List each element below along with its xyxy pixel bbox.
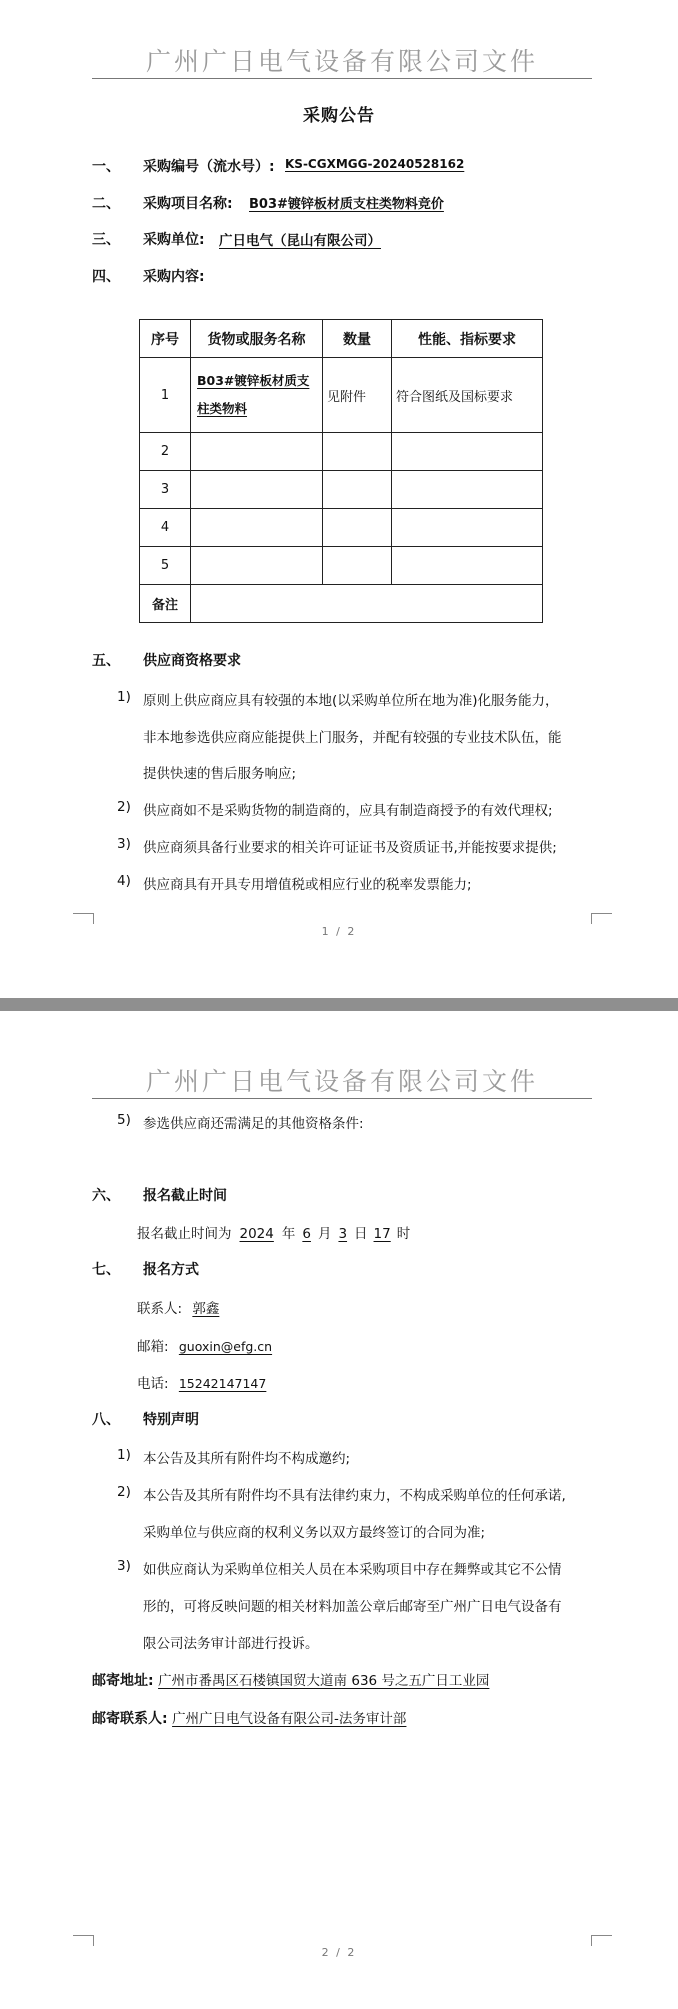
phone-line xyxy=(137,1372,274,1392)
mail-contact-value: 广州广日电气设备有限公司-法务审计部 xyxy=(172,1711,407,1727)
list-item-text: 供应商如不是采购货物的制造商的，应具有制造商授予的有效代理权; xyxy=(143,803,553,819)
email-value: guoxin@efg.cn xyxy=(178,1339,273,1354)
table-row xyxy=(140,547,543,585)
section-5-label: 供应商资格要求 xyxy=(143,653,241,669)
section-6-label: 报名截止时间 xyxy=(143,1188,227,1204)
item-name-cell xyxy=(191,433,323,471)
table-row xyxy=(140,509,543,547)
deadline-hour: 17 xyxy=(373,1226,391,1242)
list-item-text: 形的，可将反映问题的相关材料加盖公章后邮寄至广州广日电气设备有 xyxy=(143,1599,562,1615)
email-label: 邮箱: xyxy=(137,1339,169,1355)
table-header-cell: 序号 xyxy=(140,320,191,358)
section-2-number: 二、 xyxy=(92,196,120,212)
row-number-cell: 5 xyxy=(140,547,191,585)
item-name-cell xyxy=(191,471,323,509)
procurement-number-value: KS-CGXMGG-20240528162 xyxy=(285,157,465,171)
table-row xyxy=(140,433,543,471)
list-item-text: 非本地参选供应商应能提供上门服务，并配有较强的专业技术队伍，能 xyxy=(143,730,562,746)
list-item-text: 采购单位与供应商的权利义务以双方最终签订的合同为准; xyxy=(143,1525,486,1541)
page-gap xyxy=(0,998,678,1011)
deadline-line xyxy=(137,1222,410,1242)
quantity-cell xyxy=(323,509,392,547)
list-item-number: 2) xyxy=(117,1484,131,1500)
table-remark-row xyxy=(140,585,543,623)
section-1-number: 一、 xyxy=(92,159,120,175)
deadline-year-unit: 年 xyxy=(281,1226,296,1242)
table-header-cell: 性能、指标要求 xyxy=(392,320,543,358)
list-item-text: 如供应商认为采购单位相关人员在本采购项目中存在舞弊或其它不公情 xyxy=(143,1562,562,1578)
remark-value-cell xyxy=(191,585,543,623)
list-item-text: 限公司法务审计部进行投诉。 xyxy=(143,1636,319,1652)
table-row xyxy=(140,471,543,509)
quantity-cell xyxy=(323,547,392,585)
requirement-cell: 符合图纸及国标要求 xyxy=(392,358,543,433)
section-2-label: 采购项目名称: xyxy=(143,196,233,212)
mail-address-label: 邮寄地址: xyxy=(92,1673,154,1689)
mail-contact-line xyxy=(92,1707,406,1728)
row-number-cell: 4 xyxy=(140,509,191,547)
table-header-cell: 货物或服务名称 xyxy=(191,320,323,358)
procurement-content-table xyxy=(139,319,543,623)
mail-contact-label: 邮寄联系人: xyxy=(92,1711,168,1727)
table-header-cell: 数量 xyxy=(323,320,392,358)
table-header-row xyxy=(140,320,543,358)
requirement-cell xyxy=(392,471,543,509)
requirement-cell xyxy=(392,433,543,471)
contact-person-line xyxy=(137,1297,227,1317)
document-page-1 xyxy=(0,0,678,998)
email-line xyxy=(137,1335,282,1355)
section-7-label: 报名方式 xyxy=(143,1262,199,1278)
requirement-cell xyxy=(392,509,543,547)
section-5-number: 五、 xyxy=(92,653,120,669)
deadline-hour-unit: 时 xyxy=(396,1226,411,1242)
quantity-cell: 见附件 xyxy=(323,358,392,433)
list-item-text: 参选供应商还需满足的其他资格条件: xyxy=(143,1116,364,1132)
section-4-label: 采购内容: xyxy=(143,269,205,285)
page-number: 2 / 2 xyxy=(321,1946,357,1959)
row-number-cell: 2 xyxy=(140,433,191,471)
item-name-cell xyxy=(191,509,323,547)
page-corner-mark xyxy=(591,1935,612,1946)
contact-value: 郭鑫 xyxy=(192,1301,220,1317)
list-item-number: 1) xyxy=(117,1447,131,1463)
procurement-unit-value: 广日电气（昆山有限公司） xyxy=(219,233,381,249)
phone-label: 电话: xyxy=(137,1376,169,1392)
section-8-number: 八、 xyxy=(92,1412,120,1428)
list-item-text: 原则上供应商应具有较强的本地(以采购单位所在地为准)化服务能力， xyxy=(143,693,559,709)
contact-label: 联系人: xyxy=(137,1301,183,1317)
row-number-cell: 1 xyxy=(140,358,191,433)
list-item-number: 1) xyxy=(117,689,131,705)
header-divider xyxy=(92,1098,592,1099)
requirement-cell xyxy=(392,547,543,585)
item-name-cell xyxy=(191,547,323,585)
section-6-number: 六、 xyxy=(92,1188,120,1204)
list-item-text: 提供快速的售后服务响应; xyxy=(143,766,297,782)
page-title: 采购公告 xyxy=(303,106,375,126)
item-name-line: B03#镀锌板材质支 xyxy=(197,373,310,388)
deadline-month: 6 xyxy=(302,1226,311,1242)
list-item-number: 5) xyxy=(117,1112,131,1128)
section-7-number: 七、 xyxy=(92,1262,120,1278)
section-1-label: 采购编号（流水号）: xyxy=(143,159,275,175)
mail-address-line xyxy=(92,1669,489,1690)
page-corner-mark xyxy=(73,1935,94,1946)
section-3-number: 三、 xyxy=(92,232,120,248)
header-divider xyxy=(92,78,592,79)
row-number-cell: 3 xyxy=(140,471,191,509)
table-row xyxy=(140,358,543,433)
page-corner-mark xyxy=(591,913,612,924)
list-item-text: 供应商具有开具专用增值税或相应行业的税率发票能力; xyxy=(143,877,472,893)
page-corner-mark xyxy=(73,913,94,924)
section-3-label: 采购单位: xyxy=(143,232,205,248)
section-4-number: 四、 xyxy=(92,269,120,285)
list-item-number: 2) xyxy=(117,799,131,815)
project-name-value: B03#镀锌板材质支柱类物料竞价 xyxy=(249,197,444,212)
deadline-prefix: 报名截止时间为 xyxy=(137,1226,232,1242)
list-item-text: 本公告及其所有附件均不具有法律约束力，不构成采购单位的任何承诺, xyxy=(143,1488,566,1504)
phone-value: 15242147147 xyxy=(178,1376,267,1391)
item-name-cell xyxy=(191,358,323,433)
list-item-number: 3) xyxy=(117,1558,131,1574)
mail-address-value: 广州市番禺区石楼镇国贸大道南 636 号之五广日工业园 xyxy=(158,1673,490,1689)
company-header-title: 广州广日电气设备有限公司文件 xyxy=(145,47,538,76)
list-item-number: 4) xyxy=(117,873,131,889)
list-item-text: 供应商须具备行业要求的相关许可证证书及资质证书,并能按要求提供; xyxy=(143,840,557,856)
remark-label-cell: 备注 xyxy=(140,585,191,623)
deadline-day-unit: 日 xyxy=(354,1226,368,1242)
deadline-month-unit: 月 xyxy=(317,1226,332,1242)
deadline-year: 2024 xyxy=(239,1226,274,1242)
page-number: 1 / 2 xyxy=(321,925,357,938)
company-header-title: 广州广日电气设备有限公司文件 xyxy=(145,1067,538,1096)
list-item-number: 3) xyxy=(117,836,131,852)
quantity-cell xyxy=(323,471,392,509)
document-page-2 xyxy=(0,1011,678,2009)
section-8-label: 特别声明 xyxy=(143,1412,199,1428)
list-item-text: 本公告及其所有附件均不构成邀约; xyxy=(143,1451,351,1467)
item-name-line: 柱类物料 xyxy=(197,401,248,416)
deadline-day: 3 xyxy=(338,1226,348,1242)
quantity-cell xyxy=(323,433,392,471)
